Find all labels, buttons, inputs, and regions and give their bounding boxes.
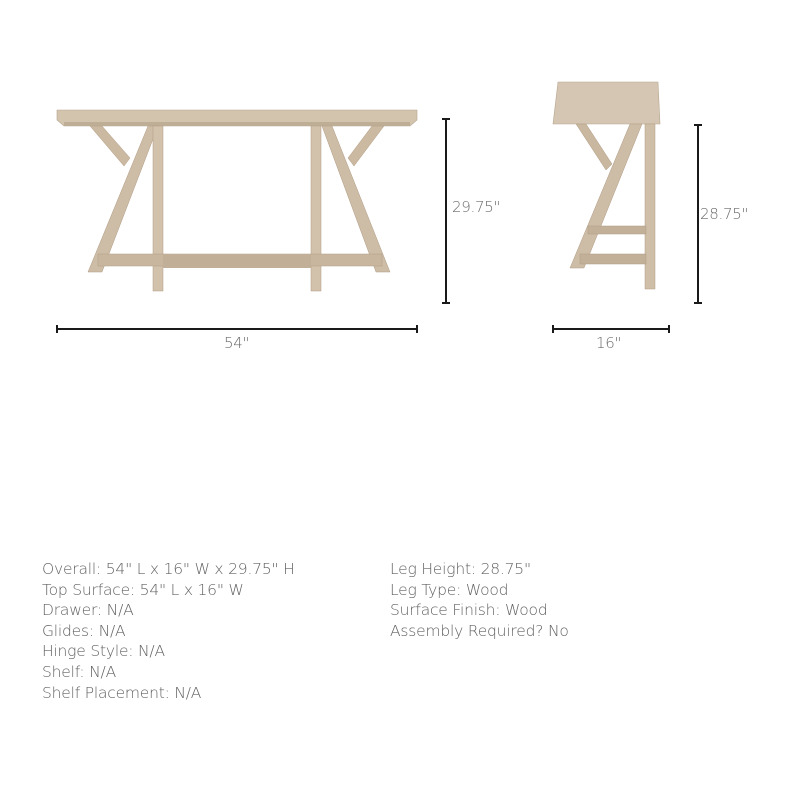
side-width-label: 16"	[596, 334, 622, 352]
specs-left-column	[42, 559, 295, 703]
spec-top-surface: Top Surface: 54" L x 16" W	[42, 580, 244, 599]
front-width-label: 54"	[224, 334, 250, 352]
side-height-label: 28.75"	[700, 205, 749, 223]
spec-drawer: Drawer: N/A	[42, 601, 134, 620]
front-height-dimension-line	[441, 118, 451, 304]
specs-right-column	[390, 559, 569, 641]
spec-surface-finish: Surface Finish: Wood	[390, 601, 548, 620]
front-view-table-image	[50, 100, 430, 300]
front-height-label: 29.75"	[452, 198, 501, 216]
spec-overall: Overall: 54" L x 16" W x 29.75" H	[42, 560, 295, 578]
spec-assembly-required: Assembly Required? No	[390, 621, 569, 640]
spec-leg-type: Leg Type: Wood	[390, 580, 509, 599]
spec-leg-height: Leg Height: 28.75"	[390, 560, 531, 578]
spec-glides: Glides: N/A	[42, 621, 126, 640]
spec-shelf: Shelf: N/A	[42, 662, 116, 681]
front-width-dimension-line	[56, 324, 418, 334]
spec-shelf-placement: Shelf Placement: N/A	[42, 683, 202, 702]
side-view-table-image	[550, 78, 665, 298]
side-width-dimension-line	[552, 324, 670, 334]
spec-hinge-style: Hinge Style: N/A	[42, 642, 165, 661]
